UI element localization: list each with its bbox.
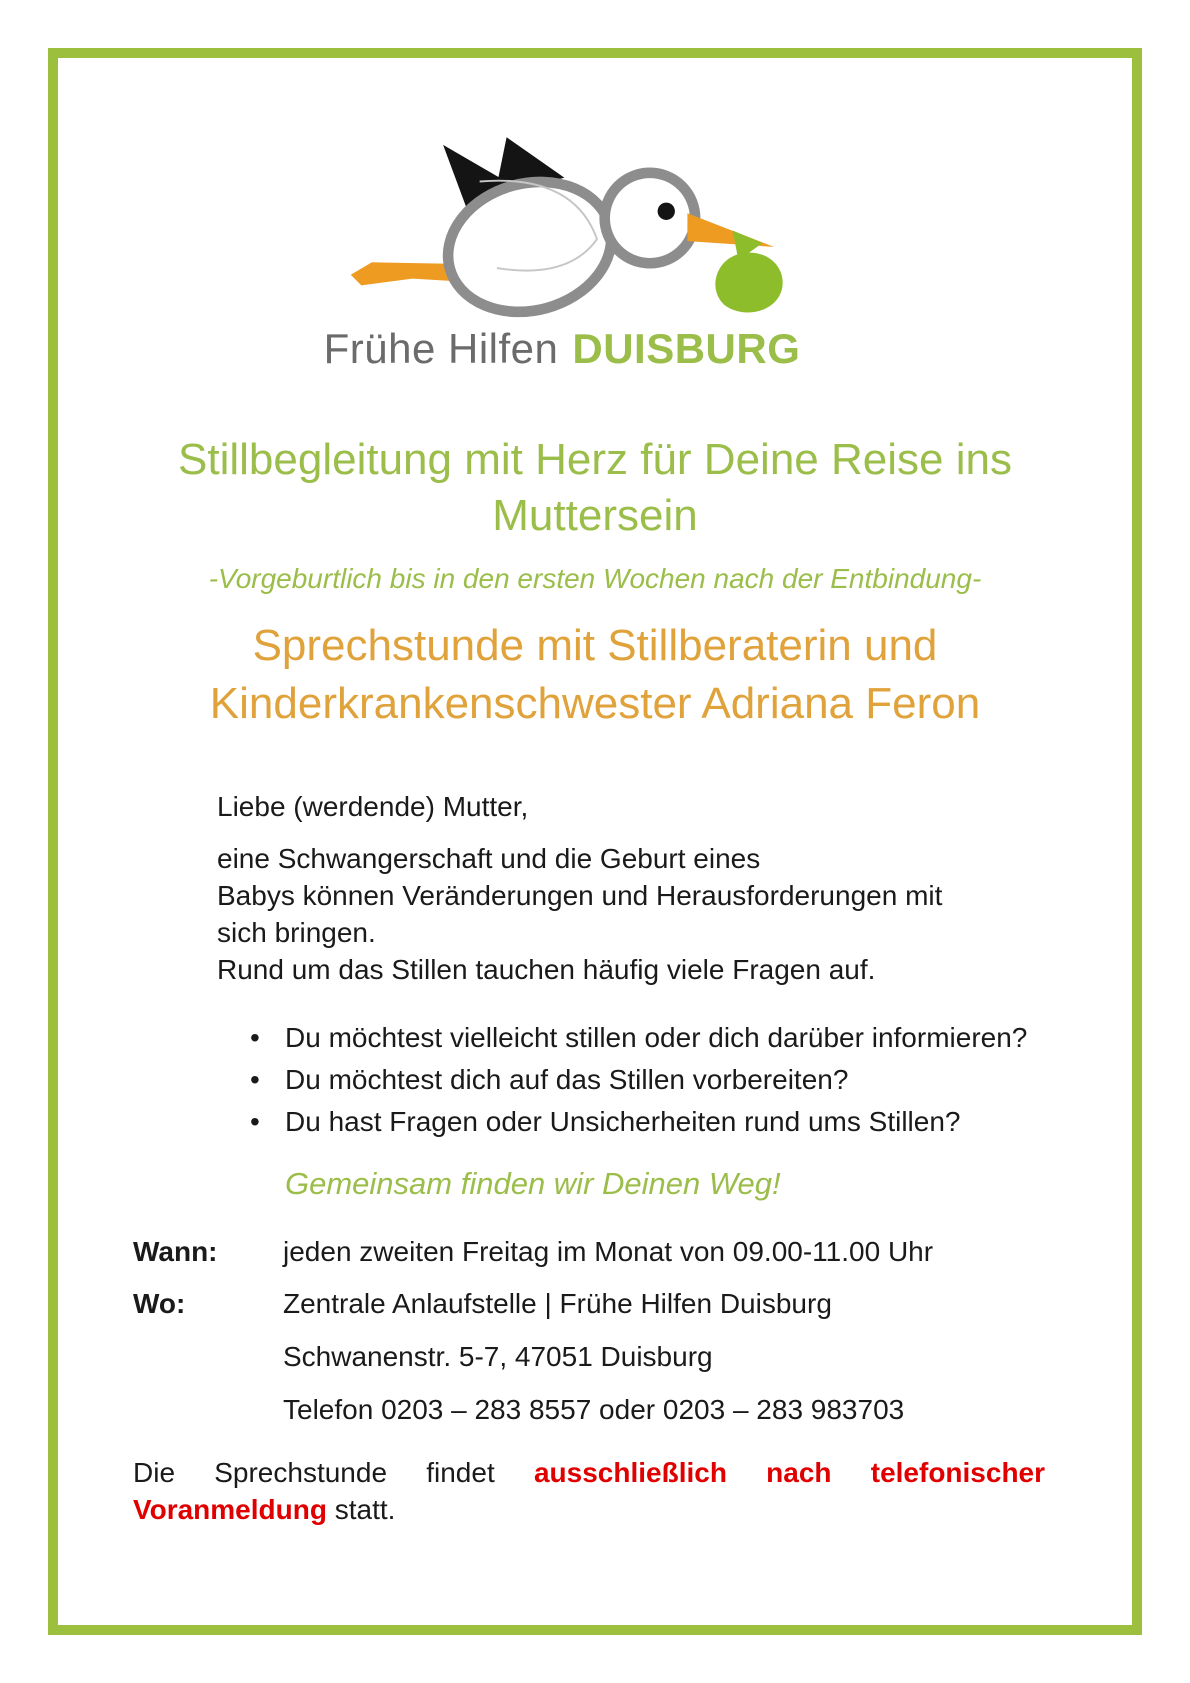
speaker-heading-line: Kinderkrankenschwester Adriana Feron [209, 679, 981, 728]
speaker-heading-line: Sprechstunde mit Stillberaterin und [252, 621, 938, 670]
stork-with-bundle-icon [328, 118, 790, 320]
note-prefix: Die Sprechstunde findet [133, 1457, 495, 1488]
intro-paragraph [217, 840, 1045, 988]
brand-suffix: DUISBURG [572, 325, 801, 372]
note-suffix: statt. [334, 1494, 396, 1525]
intro-line: sich bringen. [217, 917, 376, 948]
schedule-row-when [133, 1234, 1132, 1270]
logo-block [58, 118, 1132, 372]
bundle-sack [715, 253, 782, 313]
subtitle: -Vorgeburtlich bis in den ersten Wochen nach der Entbindung- [208, 563, 982, 594]
brand-prefix: Frühe Hilfen [323, 325, 559, 372]
stork-beak [687, 213, 774, 247]
bullet-marker-icon: • [250, 1106, 260, 1137]
salutation: Liebe (werdende) Mutter, [217, 791, 529, 822]
schedule-row-where [133, 1286, 1132, 1322]
where-value: Zentrale Anlaufstelle | Frühe Hilfen Duisburg [283, 1288, 832, 1319]
when-value: jeden zweiten Freitag im Monat von 09.00-11.00 Uhr [283, 1236, 934, 1267]
list-item [250, 1061, 1045, 1098]
bullet-marker-icon: • [250, 1064, 260, 1095]
speaker-heading [58, 617, 1132, 733]
slogan: Gemeinsam finden wir Deinen Weg! [285, 1166, 781, 1201]
page-title-line: Stillbegleitung mit Herz für Deine Reise ins [178, 435, 1012, 484]
bullet-marker-icon: • [250, 1022, 260, 1053]
bullet-text: Du möchtest vielleicht stillen oder dich darüber informieren? [285, 1022, 1028, 1053]
brand-name [25, 326, 1099, 372]
list-item [250, 1019, 1045, 1056]
bullet-text: Du hast Fragen oder Unsicherheiten rund ums Stillen? [285, 1106, 961, 1137]
stork-head [605, 173, 695, 263]
bullet-text: Du möchtest dich auf das Stillen vorbereiten? [285, 1064, 849, 1095]
stork-eye [658, 203, 675, 220]
note-highlight: ausschließlich nach telefonischer Voranmeldung [133, 1457, 1046, 1525]
list-item [250, 1103, 1045, 1140]
when-label: Wann: [133, 1236, 218, 1267]
intro-line: Rund um das Stillen tauchen häufig viele Fragen auf. [217, 954, 876, 985]
phone-line: Telefon 0203 – 283 8557 oder 0203 – 283 983703 [283, 1394, 905, 1425]
flyer-content [58, 58, 1132, 1625]
page-title-line: Muttersein [492, 491, 698, 540]
address-line: Schwanenstr. 5-7, 47051 Duisburg [283, 1341, 713, 1372]
intro-line: Babys können Veränderungen und Herausforderungen mit [217, 880, 943, 911]
where-label: Wo: [133, 1288, 186, 1319]
intro-line: eine Schwangerschaft und die Geburt eines [217, 843, 761, 874]
bullet-list [250, 1019, 1045, 1140]
footer-note [133, 1454, 1045, 1528]
page-title [58, 432, 1132, 544]
